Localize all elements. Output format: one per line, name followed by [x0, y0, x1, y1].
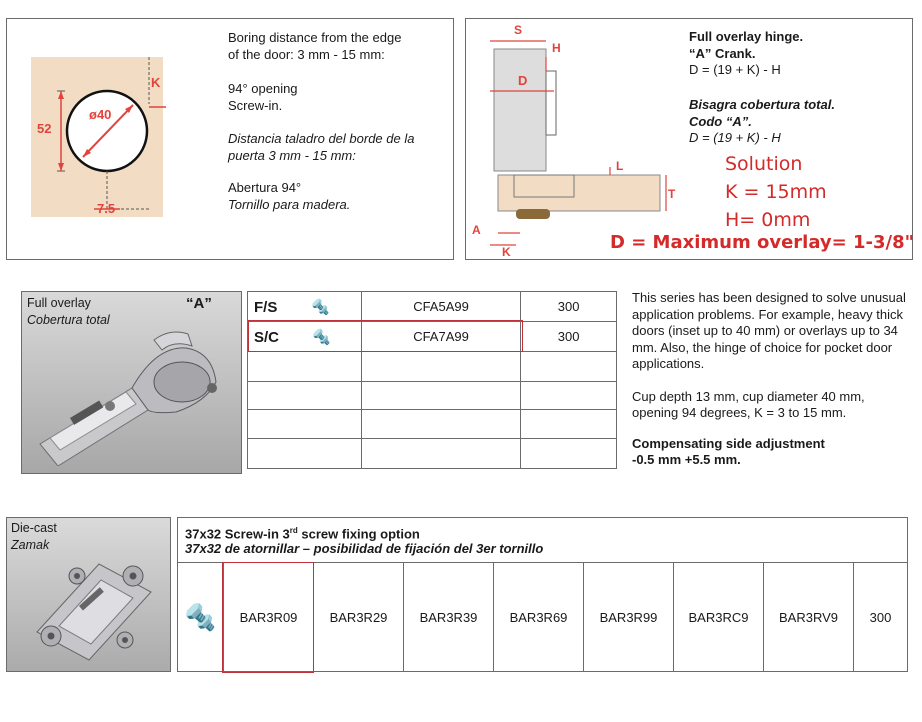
- dim-h-label: H: [552, 41, 561, 55]
- plate-code: BAR3R09: [224, 563, 314, 672]
- dim-k-label: K: [502, 245, 511, 259]
- mount-type: S/C: [254, 328, 280, 346]
- product-code: CFA7A99: [361, 322, 521, 352]
- plate-title-es: 37x32 de atornillar – posibilidad de fijación del 3er tornillo: [185, 541, 544, 556]
- screw-icon: 🔩: [184, 601, 217, 632]
- quantity: 300: [521, 322, 617, 352]
- table-row: [248, 382, 617, 410]
- table-row: [248, 352, 617, 382]
- plate-label-en: Die-cast: [11, 521, 57, 535]
- plate-code: BAR3R69: [494, 563, 584, 672]
- table-row: [248, 439, 617, 469]
- solution-k: K = 15mm: [725, 181, 827, 203]
- dim-a-label: A: [472, 223, 481, 237]
- hinge-photo-box: [21, 291, 242, 474]
- hinge-label-es: Cobertura total: [27, 313, 110, 327]
- plate-label-es: Zamak: [11, 538, 50, 552]
- product-code: CFA5A99: [361, 292, 521, 322]
- diameter-label: ø40: [89, 107, 112, 122]
- table-row: [248, 410, 617, 439]
- dim-l-label: L: [616, 159, 624, 173]
- mount-type: F/S: [254, 298, 278, 316]
- plate-photo-box: [6, 517, 171, 672]
- dim-d-label: D: [518, 73, 528, 88]
- plate-title-box: [177, 517, 908, 563]
- overlay-text-en: Full overlay hinge. “A” Crank. D = (19 + K) - H: [689, 29, 804, 77]
- table-row: [248, 322, 617, 352]
- mounting-plate-photo: [29, 554, 159, 666]
- dim-t-label: T: [668, 187, 676, 201]
- solution-h: H= 0mm: [725, 209, 811, 231]
- hinge-table: [247, 291, 617, 469]
- plate-code: BAR3R29: [314, 563, 404, 672]
- plate-code: BAR3RV9: [764, 563, 854, 672]
- plate-title-en: 37x32 Screw-in 3rd screw fixing option: [185, 526, 420, 542]
- opening-text-en: 94° opening Screw-in.: [228, 81, 298, 113]
- plate-quantity: 300: [854, 563, 908, 672]
- hinge-photo: [36, 326, 236, 466]
- plate-table: [177, 562, 908, 672]
- offset-label: 7.5: [97, 201, 116, 216]
- table-row: [178, 563, 908, 672]
- screw-icon: 🔩: [311, 298, 331, 316]
- solution-heading: Solution: [725, 153, 803, 175]
- quantity: 300: [521, 292, 617, 322]
- overlay-panel: [465, 18, 913, 260]
- hinge-label-en: Full overlay: [27, 296, 91, 310]
- plate-code: BAR3R39: [404, 563, 494, 672]
- boring-text-en: Boring distance from the edge of the door: 3 mm - 15 mm:: [228, 30, 402, 62]
- hinge-description: This series has been designed to solve unusual application problems. For example, heavy thick doors (inset up to 40 mm) or overlays up to 34 mm. Also, the hinge of choice for pocket door applications. Cup depth 13 mm, cup diameter 40 mm, opening 94 degrees, K = 3 to 15 mm. Compensating side adjustment -0.5 mm +5.5 mm.: [632, 290, 906, 467]
- k-label: K: [151, 75, 161, 90]
- boring-text-es: Distancia taladro del borde de la puerta 3 mm - 15 mm:: [228, 131, 415, 163]
- solution-d: D = Maximum overlay= 1-3/8": [610, 232, 915, 253]
- plate-code: BAR3RC9: [674, 563, 764, 672]
- screw-icon: 🔩: [312, 328, 331, 346]
- opening-text-es: Abertura 94° Tornillo para madera.: [228, 180, 351, 212]
- table-row: [248, 292, 617, 322]
- dim-s-label: S: [514, 23, 523, 37]
- plate-code: BAR3R99: [584, 563, 674, 672]
- overlay-diagram: [470, 23, 680, 255]
- overlay-text-es: Bisagra cobertura total. Codo “A”. D = (19 + K) - H: [689, 97, 835, 145]
- boring-panel: [6, 18, 454, 260]
- hinge-crank-label: “A”: [186, 295, 212, 312]
- height-label: 52: [37, 121, 52, 136]
